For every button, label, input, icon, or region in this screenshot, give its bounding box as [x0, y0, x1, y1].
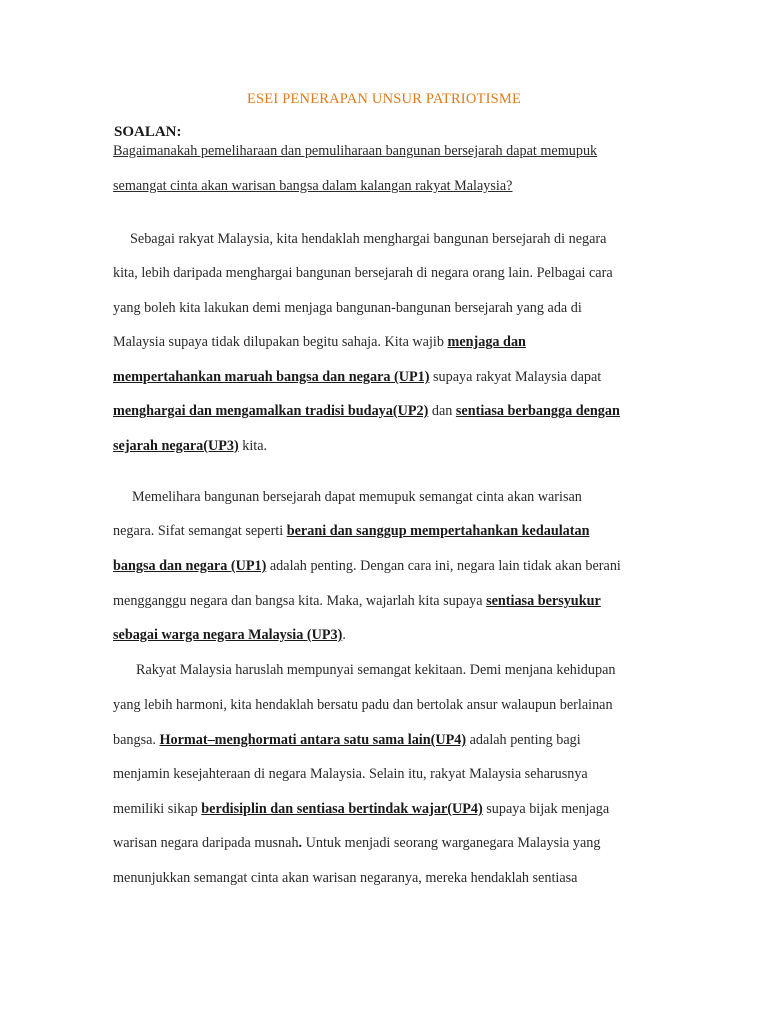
p2-line-2-text: negara. Sifat semangat seperti [113, 523, 287, 539]
essay-title: ESEI PENERAPAN UNSUR PATRIOTISME [246, 91, 522, 107]
p3-line-6-text: warisan negara daripada musnah [113, 835, 299, 851]
p1-line-1: Sebagai rakyat Malaysia, kita hendaklah menghargai bangunan bersejarah di negara [130, 231, 607, 247]
p3-line-5-text: memiliki sikap [113, 801, 202, 817]
p2-emphasis-up3-start: sentiasa bersyukur [486, 593, 601, 609]
p3-line-6-tail: Untuk menjadi seorang warganegara Malaysia yang [302, 835, 601, 851]
question-line-1: Bagaimanakah pemeliharaan dan pemuliharaan bangunan bersejarah dapat memupuk [113, 143, 598, 159]
p1-line-2: kita, lebih daripada menghargai bangunan bersejarah di negara orang lain. Pelbagai cara [113, 265, 613, 281]
p1-line-3: yang boleh kita lakukan demi menjaga bangunan-bangunan bersejarah yang ada di [113, 300, 582, 316]
p1-line-6 [113, 402, 620, 420]
question-line-2: semangat cinta akan warisan bangsa dalam kalangan rakyat Malaysia? [113, 178, 513, 194]
p2-line-1: Memelihara bangunan bersejarah dapat memupuk semangat cinta akan warisan [132, 489, 582, 505]
p3-emphasis-up4-b: berdisiplin dan sentiasa bertindak wajar(UP4) [201, 801, 483, 817]
p2-line-2 [113, 522, 589, 540]
p1-emphasis-up1: mempertahankan maruah bangsa dan negara (UP1) [113, 369, 430, 385]
p1-line-7-text: kita. [238, 438, 268, 454]
p3-line-3 [113, 731, 581, 749]
p1-emphasis-up1-start: menjaga dan [447, 334, 526, 350]
p1-line-5 [113, 368, 601, 386]
p3-line-3-text: bangsa. [113, 732, 160, 748]
p1-line-6-text: dan [428, 403, 456, 419]
p1-line-7 [113, 437, 267, 455]
p3-line-5 [113, 800, 609, 818]
p2-line-5-text: . [342, 627, 346, 643]
p2-line-5 [113, 626, 346, 644]
p2-emphasis-up1: bangsa dan negara (UP1) [113, 558, 267, 574]
p1-emphasis-up3: sejarah negara(UP3) [113, 438, 239, 454]
p2-line-4 [113, 592, 601, 610]
p1-line-4-text: Malaysia supaya tidak dilupakan begitu sahaja. Kita wajib [113, 334, 448, 350]
p1-emphasis-up2: menghargai dan mengamalkan tradisi budaya(UP2) [113, 403, 429, 419]
p3-line-6-period: . [298, 835, 303, 851]
p1-line-4 [113, 333, 526, 351]
p2-line-4-text: mengganggu negara dan bangsa kita. Maka, wajarlah kita supaya [113, 593, 487, 609]
p2-emphasis-up3: sebagai warga negara Malaysia (UP3) [113, 627, 343, 643]
p1-line-5-text: supaya rakyat Malaysia dapat [429, 369, 602, 385]
p3-line-7: menunjukkan semangat cinta akan warisan negaranya, mereka hendaklah sentiasa [113, 870, 578, 886]
p3-line-1: Rakyat Malaysia haruslah mempunyai semangat kekitaan. Demi menjana kehidupan [136, 662, 616, 678]
p3-line-4: menjamin kesejahteraan di negara Malaysia. Selain itu, rakyat Malaysia seharusnya [113, 766, 588, 782]
p3-line-6 [113, 834, 600, 852]
p3-line-2: yang lebih harmoni, kita hendaklah bersatu padu dan bertolak ansur walaupun berlainan [113, 697, 613, 713]
p3-line-5-tail: supaya bijak menjaga [482, 801, 610, 817]
p2-line-3-text: adalah penting. Dengan cara ini, negara lain tidak akan berani [266, 558, 621, 574]
question-label: SOALAN: [114, 124, 182, 140]
p2-line-3 [113, 557, 621, 575]
p3-line-3-tail: adalah penting bagi [466, 732, 581, 748]
p1-emphasis-up3-start: sentiasa berbangga dengan [455, 403, 620, 419]
p2-emphasis-up1-start: berani dan sanggup mempertahankan kedaulatan [286, 523, 590, 539]
p3-emphasis-up4-a: Hormat–menghormati antara satu sama lain(UP4) [159, 732, 467, 748]
